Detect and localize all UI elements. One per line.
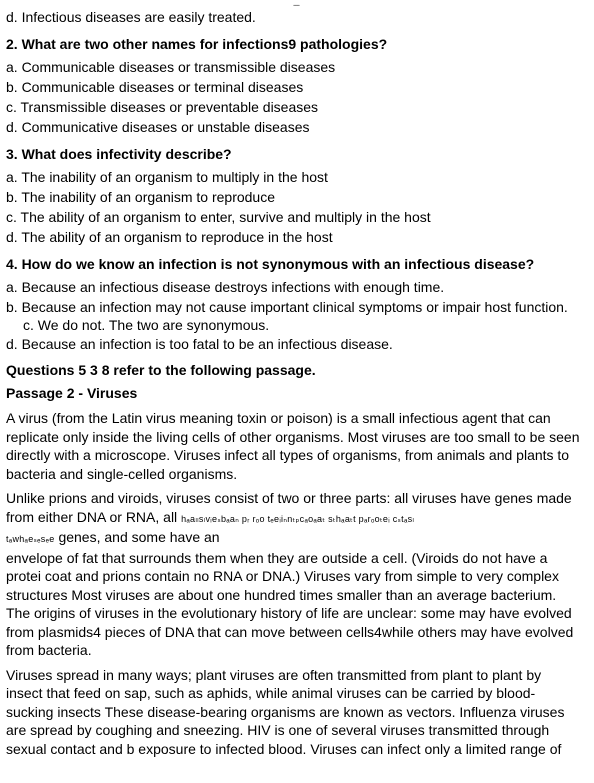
q3-option-b: b. The inability of an organism to reproduce [6, 189, 276, 205]
q2-option-a: a. Communicable diseases or transmissible diseases [6, 59, 336, 75]
p2-line: protei coat and prions contain no RNA or DNA.) Viruses vary from simple to very complex [6, 568, 559, 584]
p2-line3-rest: genes, and some have an [58, 529, 220, 545]
passage-paragraph-1 [6, 409, 590, 483]
p2-line: from plasmids4 pieces of DNA that can move between cells4while others may have evolved [6, 623, 574, 640]
p2-line [6, 528, 590, 549]
q2-option-c: c. Transmissible diseases or preventable diseases [6, 99, 319, 115]
q3-option-d: d. The ability of an organism to reproduce in the host [6, 229, 333, 245]
p1-line: bacteria and single-celled organisms. [6, 465, 238, 482]
p3-line: insect that feed on sap, such as aphids, while animal viruses can be carried by blood- [6, 685, 536, 701]
p2-line: structures Most viruses are about one hundred times smaller than an average bacterium. [6, 586, 557, 603]
q2-option-d: d. Communicative diseases or unstable diseases [6, 119, 310, 135]
p2-line: Unlike prions and viroids, viruses consist of two or three parts: all viruses have genes made [6, 490, 572, 506]
p2-line: envelope of fat that surrounds them when they are outside a cell. (Viroids do not have a [6, 549, 548, 566]
p2-line: The origins of viruses in the evolutionary history of life are unclear: some may have evolved [6, 605, 572, 621]
q2-option-b: b. Communicable diseases or terminal diseases [6, 79, 304, 95]
question-2: 2. What are two other names for infections9 pathologies? [6, 36, 388, 52]
p2-line [6, 508, 590, 529]
q4-option-d: d. Because an infection is too fatal to be an infectious disease. [6, 336, 393, 352]
q4-option-c: c. We do not. The two are synonymous. [23, 317, 270, 333]
p2-garbled-text: hₐaₗₗsₗvᵢeₛbₐaₙ pᵣ rₒo tₑeᵢiₙnₜₚcₐoₐaₜ sₜhₐaₜt pₐrₒoₜeᵢ cₛtₐsₗ [181, 513, 415, 524]
p3-line: sexual contact and b exposure to infected blood. Viruses can infect only a limited range of [6, 740, 562, 757]
passage-paragraph-3 [6, 666, 590, 759]
top-mark: --- [293, 0, 299, 10]
passage-paragraph-2 [6, 489, 590, 660]
passage-title: Passage 2 - Viruses [6, 385, 138, 401]
questions-reference: Questions 5 3 8 refer to the following passage. [6, 362, 316, 378]
p1-line: replicate only inside the living cells of other organisms. Most viruses are too small to be seen [6, 428, 580, 445]
question-3: 3. What does infectivity describe? [6, 146, 232, 162]
q4-option-b: b. Because an infection may not cause important clinical symptoms or impair host function. [6, 299, 568, 315]
p1-line: A virus (from the Latin virus meaning toxin or poison) is a small infectious agent that can [6, 410, 551, 426]
q3-option-a: a. The inability of an organism to multiply in the host [6, 169, 328, 185]
q3-option-c: c. The ability of an organism to enter, survive and multiply in the host [6, 209, 431, 225]
p2-line2-start: from either DNA or RNA, all [6, 508, 178, 525]
p1-line: directly with a microscope. Viruses infect all types of organisms, from animals and plants to [6, 447, 570, 463]
p3-line: are spread by coughing and sneezing. HIV is one of several viruses transmitted through [6, 722, 550, 738]
p3-line: sucking insects These disease-bearing organisms are known as vectors. Influenza viruses [6, 703, 565, 720]
document-page [6, 0, 590, 758]
question-4: 4. How do we know an infection is not synonymous with an infectious disease? [6, 256, 535, 272]
p3-line: Viruses spread in many ways; plant viruses are often transmitted from plant to plant by [6, 666, 542, 683]
q1-option-d: d. Infectious diseases are easily treated. [6, 9, 256, 25]
q4-option-a: a. Because an infectious disease destroys infections with enough time. [6, 279, 445, 295]
p2-garbled-text: tₐwhₐeₛₑsₑe [6, 534, 55, 544]
p2-line: from bacteria. [6, 642, 92, 658]
